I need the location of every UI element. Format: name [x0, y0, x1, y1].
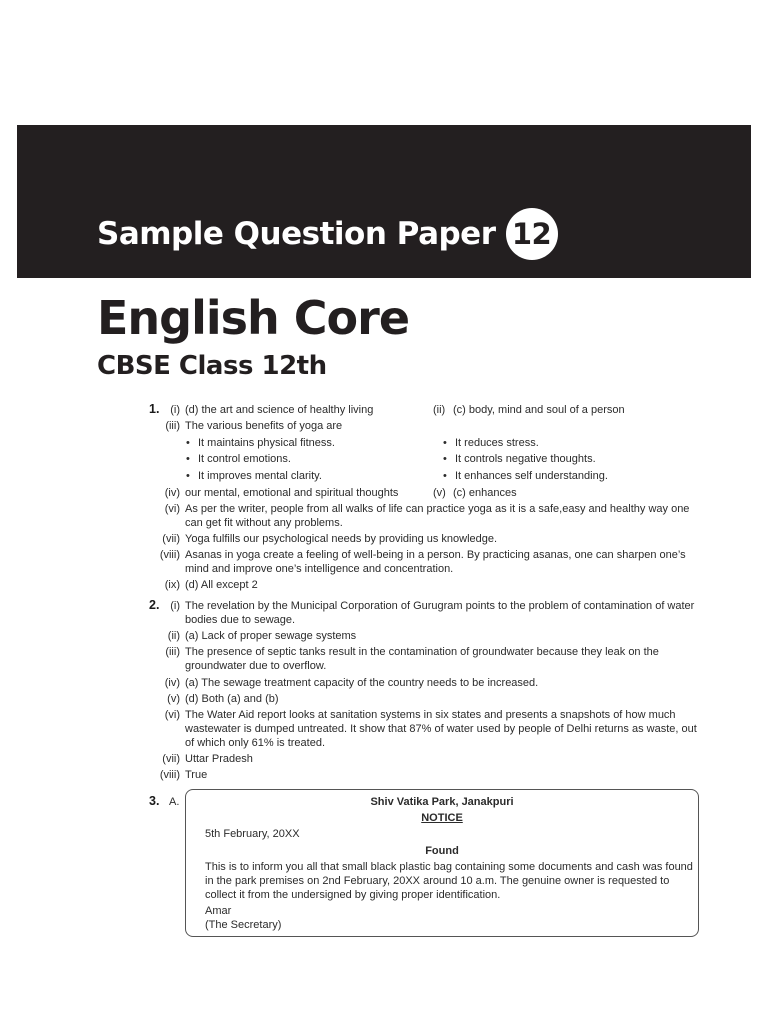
q1-viii-answer: Asanas in yoga create a feeling of well-being in a person. By practicing asanas, one can sharpen one’s mind and improve one’s intelligence and concentration. — [185, 549, 686, 575]
q1-v-label: (v) — [433, 487, 446, 499]
q1-iv-answer: our mental, emotional and spiritual thoughts — [185, 487, 399, 499]
q2-ii-label: (ii) — [167, 630, 180, 642]
paper-number-badge: 12 — [506, 208, 558, 260]
notice-place: Shiv Vatika Park, Janakpuri — [370, 796, 514, 808]
q1-bullet-right-3: • It enhances self understanding. — [455, 469, 608, 483]
q2-vi-answer: The Water Aid report looks at sanitation systems in six states and presents a snapshots of how much wastewater is dumped untreated. It show that 87% of water used by people of Delhi returns as waste, out of which only 61% is treated. — [185, 709, 697, 749]
q1-bullet-right-1: • It reduces stress. — [455, 436, 539, 450]
q3-number: 3. — [149, 794, 160, 808]
notice-body: This is to inform you all that small black plastic bag containing some documents and cash was found in the park premises on 2nd February, 20XX around 10 a.m. The genuine owner is requested to collect it from the undersigned by giving proper identification. — [205, 861, 693, 901]
q1-vii-label: (vii) — [162, 533, 180, 545]
subject-title: English Core — [97, 291, 410, 345]
q2-viii-answer: True — [185, 769, 208, 781]
q2-number: 2. — [149, 598, 160, 612]
q1-viii-label: (viii) — [159, 549, 180, 561]
paper-title — [97, 208, 558, 260]
q3-part-label: A. — [169, 796, 180, 808]
notice-heading: NOTICE — [421, 812, 463, 824]
q2-i-label: (i) — [170, 600, 180, 612]
q1-ix-label: (ix) — [164, 579, 180, 591]
q2-ii-answer: (a) Lack of proper sewage systems — [185, 630, 357, 642]
q2-vi-label: (vi) — [164, 709, 180, 721]
q1-iii-label: (iii) — [165, 420, 180, 432]
q1-bullet-left-2: • It control emotions. — [198, 452, 291, 466]
q1-ii-label: (ii) — [433, 404, 446, 416]
q1-iv-label: (iv) — [164, 487, 180, 499]
q2-v-label: (v) — [167, 693, 180, 705]
q2-iv-answer: (a) The sewage treatment capacity of the country needs to be increased. — [185, 677, 539, 689]
q1-i-label: (i) — [170, 404, 180, 416]
q1-vi-answer: As per the writer, people from all walks of life can practice yoga as it is a safe,easy and healthy way one can get fit without any problems. — [185, 503, 690, 529]
notice-signatory-name: Amar — [205, 905, 232, 917]
q2-iii-answer: The presence of septic tanks result in the contamination of groundwater because they leak on the groundwater due to overflow. — [185, 646, 659, 672]
q2-iv-label: (iv) — [164, 677, 180, 689]
q1-v-answer: (c) enhances — [453, 487, 517, 499]
q2-vii-label: (vii) — [162, 753, 180, 765]
q2-v-answer: (d) Both (a) and (b) — [185, 693, 279, 705]
q2-vii-answer: Uttar Pradesh — [185, 753, 253, 765]
notice-title: Found — [425, 845, 459, 857]
q2-i-answer: The revelation by the Municipal Corporation of Gurugram points to the problem of contamination of water bodies due to sewage. — [185, 600, 695, 626]
q2-iii-label: (iii) — [165, 646, 180, 658]
q1-i-answer: (d) the art and science of healthy living — [185, 404, 374, 416]
paper-title-text: Sample Question Paper — [97, 216, 496, 252]
q1-vi-label: (vi) — [164, 503, 180, 515]
q2-viii-label: (viii) — [159, 769, 180, 781]
header-banner — [17, 125, 751, 278]
q1-ix-answer: (d) All except 2 — [185, 579, 258, 591]
q1-number: 1. — [149, 402, 160, 416]
q1-bullet-left-1: • It maintains physical fitness. — [198, 436, 335, 450]
q1-bullet-left-3: • It improves mental clarity. — [198, 469, 322, 483]
class-title: CBSE Class 12th — [97, 351, 327, 381]
q1-bullet-right-2: • It controls negative thoughts. — [455, 452, 596, 466]
notice-signatory-designation: (The Secretary) — [205, 919, 282, 931]
q1-ii-answer: (c) body, mind and soul of a person — [453, 404, 625, 416]
q1-iii-answer: The various benefits of yoga are — [185, 420, 343, 432]
notice-date: 5th February, 20XX — [205, 828, 300, 840]
q1-vii-answer: Yoga fulfills our psychological needs by providing us knowledge. — [185, 533, 498, 545]
notice-box — [185, 789, 699, 937]
